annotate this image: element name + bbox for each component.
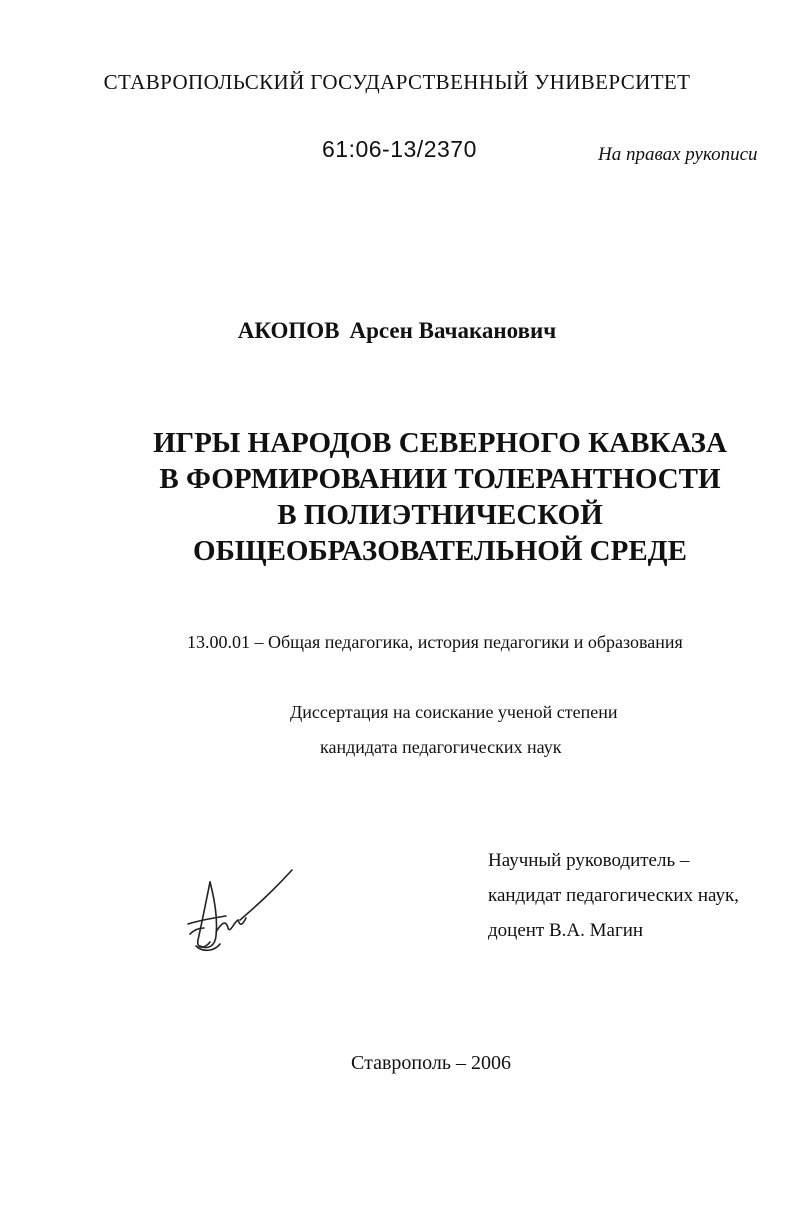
author-surname: АКОПОВ [237,318,340,343]
author-given-names: Арсен Вачаканович [349,318,557,343]
dissertation-title [0,425,794,569]
catalog-code: 61:06-13/2370 [322,136,477,162]
title-line: ИГРЫ НАРОДОВ СЕВЕРНОГО КАВКАЗА [153,427,727,459]
supervisor-line: доцент В.А. Магин [488,920,644,941]
supervisor-line: Научный руководитель – [488,850,690,871]
title-line: В ПОЛИЭТНИЧЕСКОЙ [277,499,603,531]
handwritten-signature-icon [180,862,300,957]
supervisor-line: кандидат педагогических наук, [488,885,739,906]
university-name: СТАВРОПОЛЬСКИЙ ГОСУДАРСТВЕННЫЙ УНИВЕРСИТЕТ [103,70,691,94]
specialty-code: 13.00.01 – Общая педагогика, история педагогики и образования [187,632,683,652]
manuscript-note: На правах рукописи [598,144,758,165]
title-line: В ФОРМИРОВАНИИ ТОЛЕРАНТНОСТИ [159,463,721,495]
degree-line-2: кандидата педагогических наук [320,737,562,757]
title-line: ОБЩЕОБРАЗОВАТЕЛЬНОЙ СРЕДЕ [193,535,687,567]
author-name [0,318,794,344]
city-year: Ставрополь – 2006 [351,1052,511,1074]
degree-line-1: Диссертация на соискание ученой степени [290,702,618,722]
supervisor-block [488,843,739,948]
